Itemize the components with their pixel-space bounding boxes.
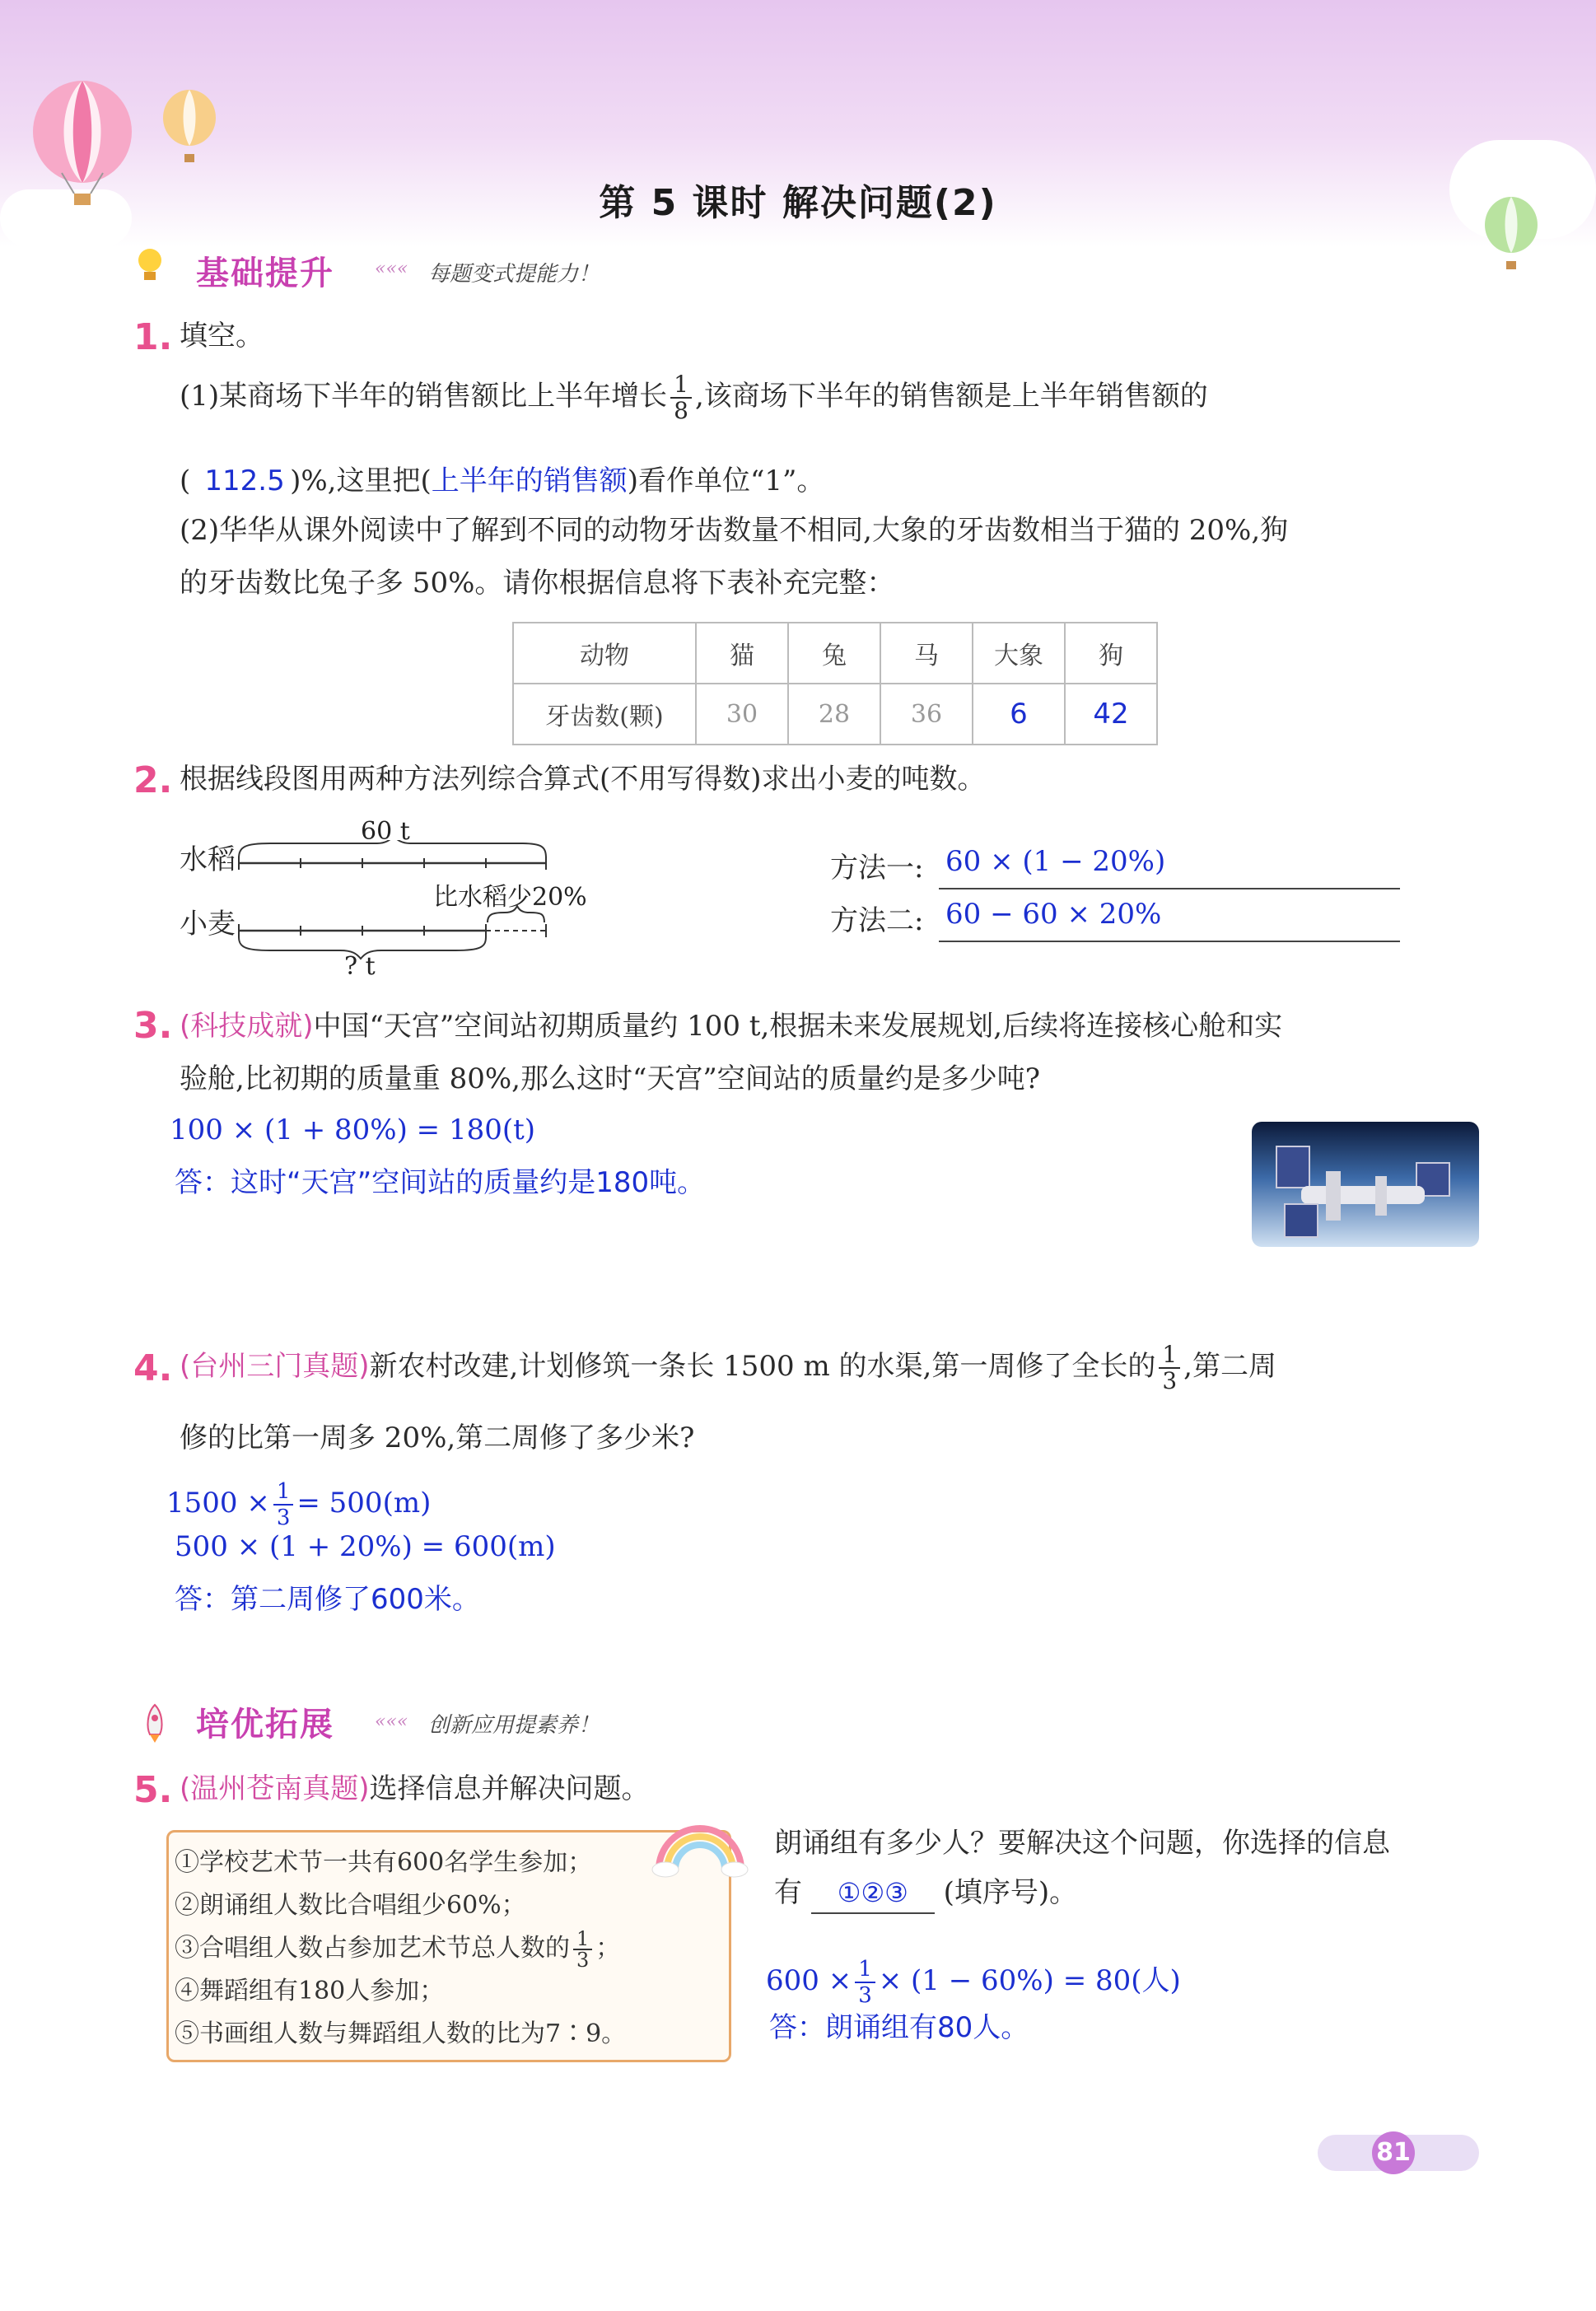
info-item: ⑤书画组人数与舞蹈组人数的比为7∶9。 xyxy=(175,2019,627,2048)
table-cell: 30 xyxy=(696,684,788,745)
q5-answer-equation[interactable]: 600 × $\frac{1}{3}$ × (1 − 60%) = 80(人) xyxy=(766,1957,1181,2008)
question-number: 4. xyxy=(133,1347,173,1389)
info-list xyxy=(175,1842,626,2056)
table-header-cell: 大象 xyxy=(973,623,1065,684)
table-answer-cell[interactable]: 6 xyxy=(973,684,1065,745)
rocket-icon xyxy=(138,1703,171,1744)
banner-arrows: ««« xyxy=(375,1711,408,1732)
q4-text: 新农村改建,计划修筑一条长 1500 m 的水渠,第一周修了全长的 xyxy=(369,1350,1156,1383)
q3-answer-sentence[interactable]: 答：这时“天宫”空间站的质量约是180吨。 xyxy=(175,1166,706,1199)
q4-answer-equation-2[interactable]: 500 × (1 + 20%) = 600(m) xyxy=(175,1530,556,1563)
section-banner-advanced: 培优拓展 xyxy=(196,1706,334,1744)
q4-line1 xyxy=(180,1342,1276,1394)
q4-line2: 修的比第一周多 20%,第二周修了多少米? xyxy=(180,1422,695,1454)
q5-question-line1: 朗诵组有多少人？要解决这个问题，你选择的信息 xyxy=(774,1827,1390,1860)
answer-fill[interactable]: 112.5 xyxy=(204,465,285,497)
answer-underline xyxy=(939,941,1400,942)
method2-answer[interactable]: 60 − 60 × 20% xyxy=(945,898,1162,931)
question-tag: (台州三门真题) xyxy=(180,1350,370,1383)
q5-answer-sentence[interactable]: 答：朗诵组有80人。 xyxy=(769,2011,1029,2044)
table-header-cell: 兔 xyxy=(788,623,880,684)
diagram-label-wheat: 小麦 xyxy=(180,908,236,941)
section-banner-basic: 基础提升 xyxy=(196,254,334,292)
fraction: $\frac{1}{8}$ xyxy=(670,372,692,423)
table-answer-cell[interactable]: 42 xyxy=(1065,684,1157,745)
table-row xyxy=(513,684,1157,745)
banner-arrows: ««« xyxy=(375,259,408,279)
q5-question-line2: 有 ①②③ (填序号)。 xyxy=(774,1873,1077,1914)
rainbow-icon xyxy=(651,1820,749,1878)
q3-text: 中国“天宫”空间站初期质量约 100 t,根据未来发展规划,后续将连接核心舱和实 xyxy=(313,1010,1283,1043)
table-row-label: 牙齿数(颗) xyxy=(513,684,696,745)
q3-line2: 验舱,比初期的质量重 80%,那么这时“天宫”空间站的质量约是多少吨? xyxy=(180,1062,1040,1095)
diagram-total-label: 60 t xyxy=(361,817,410,846)
answer-fill[interactable]: 上半年的销售额 xyxy=(431,465,628,497)
answer-fill[interactable]: ①②③ xyxy=(811,1873,935,1914)
q3-answer-equation[interactable]: 100 × (1 + 80%) = 180(t) xyxy=(170,1113,536,1146)
line-segment-diagram xyxy=(237,840,558,964)
q4-text: ,第二周 xyxy=(1183,1350,1276,1383)
question-title: 填空。 xyxy=(180,320,264,352)
diagram-label-rice: 水稻 xyxy=(180,843,236,876)
question-tag: (温州苍南真题) xyxy=(180,1772,370,1805)
table-cell: 36 xyxy=(880,684,973,745)
method2-label: 方法二: xyxy=(830,904,924,937)
method1-answer[interactable]: 60 × (1 − 20%) xyxy=(945,845,1166,878)
q5-text: 选择信息并解决问题。 xyxy=(369,1772,650,1805)
info-item: ③合唱组人数占参加艺术节总人数的 $\frac{1}{3}$ ； xyxy=(175,1927,621,1972)
q1-part1-line1 xyxy=(180,372,1497,423)
section-subtitle: 创新应用提素养！ xyxy=(428,1713,600,1738)
hot-air-balloon-icon xyxy=(156,86,222,169)
q1-part2-line2: 的牙齿数比兔子多 50%。请你根据信息将下表补充完整： xyxy=(180,567,895,600)
question-number: 2. xyxy=(133,759,173,801)
q3-line1 xyxy=(180,1006,1282,1046)
space-station-image xyxy=(1252,1122,1479,1247)
info-item: ①学校艺术节一共有600名学生参加； xyxy=(175,1848,593,1877)
fraction: $\frac{1}{3}$ xyxy=(573,1929,592,1970)
fraction: $\frac{1}{3}$ xyxy=(855,1957,875,2008)
table-cell: 28 xyxy=(788,684,880,745)
lightbulb-icon xyxy=(133,245,166,287)
question-text: 根据线段图用两种方法列综合算式(不用写得数)求出小麦的吨数。 xyxy=(180,763,986,796)
q4-answer-equation-1[interactable]: 1500 × $\frac{1}{3}$ = 500(m) xyxy=(166,1479,432,1530)
fraction: $\frac{1}{3}$ xyxy=(1159,1342,1180,1394)
diagram-less-label: 比水稻少20% xyxy=(433,883,587,912)
q4-answer-sentence[interactable]: 答：第二周修了600米。 xyxy=(175,1583,480,1616)
q1-part1-text: (1)某商场下半年的销售额比上半年增长 xyxy=(180,380,668,413)
answer-underline xyxy=(939,888,1400,889)
method1-label: 方法一: xyxy=(830,852,924,885)
question-number: 3. xyxy=(133,1005,173,1047)
table-row xyxy=(513,623,1157,684)
diagram-unknown-label: ? t xyxy=(344,952,376,981)
info-item: ④舞蹈组有180人参加； xyxy=(175,1977,445,2005)
question-number: 5. xyxy=(133,1769,173,1811)
question-number: 1. xyxy=(133,316,173,358)
q5-line1 xyxy=(180,1769,650,1809)
q1-part2-line1: (2)华华从课外阅读中了解到不同的动物牙齿数量不相同,大象的牙齿数相当于猫的 20%,狗 xyxy=(180,514,1289,547)
info-item: ②朗诵组人数比合唱组少60%； xyxy=(175,1891,526,1920)
page-title: 第 5 课时 解决问题(2) xyxy=(599,182,997,224)
q1-part1-text: ,该商场下半年的销售额是上半年销售额的 xyxy=(695,380,1208,413)
table-header-cell: 马 xyxy=(880,623,973,684)
table-header-cell: 猫 xyxy=(696,623,788,684)
table-header-cell: 动物 xyxy=(513,623,696,684)
section-subtitle: 每题变式提能力！ xyxy=(428,262,600,287)
page-number: 81 xyxy=(1372,2131,1415,2174)
question-tag: (科技成就) xyxy=(180,1010,314,1043)
teeth-table xyxy=(512,622,1158,745)
table-header-cell: 狗 xyxy=(1065,623,1157,684)
fraction: $\frac{1}{3}$ xyxy=(273,1479,294,1530)
q1-part1-line2: ( 112.5 )%,这里把(上半年的销售额)看作单位“1”。 xyxy=(180,461,824,501)
